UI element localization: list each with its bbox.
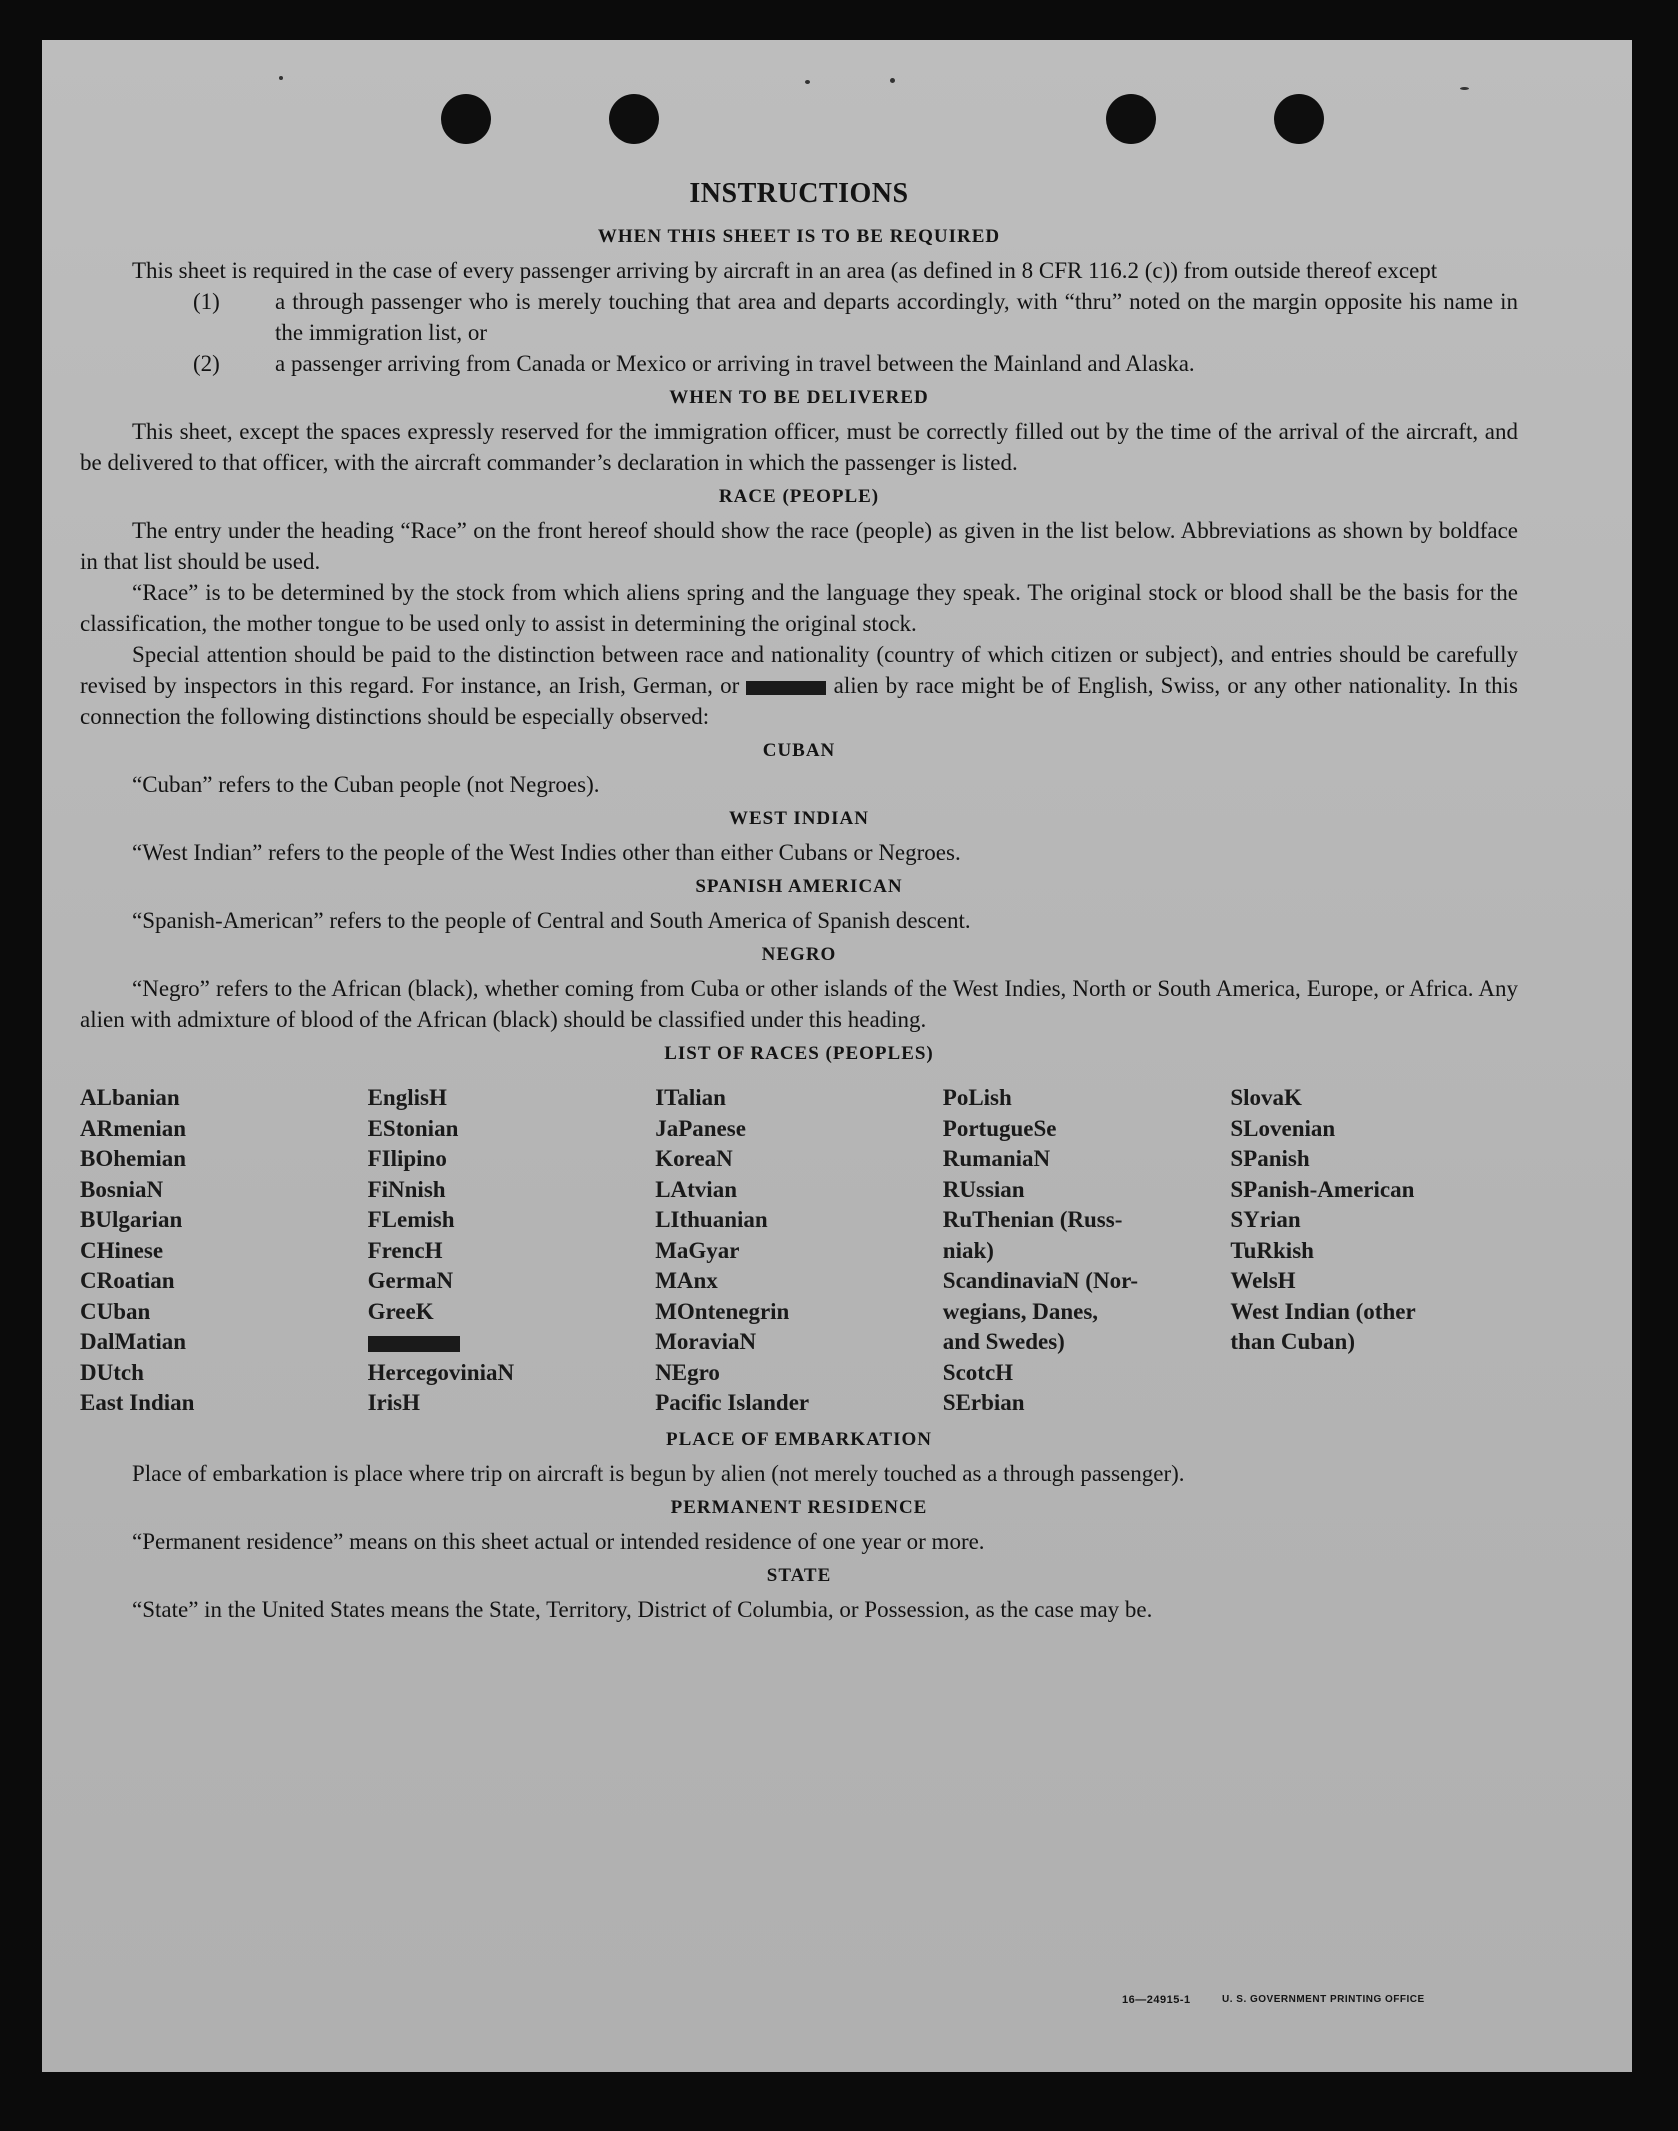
race-column xyxy=(1230,1083,1518,1419)
punch-hole xyxy=(1274,94,1324,144)
paragraph: “Cuban” refers to the Cuban people (not Negroes). xyxy=(132,772,600,797)
redacted-entry xyxy=(368,1327,656,1358)
paragraph: “Race” is to be determined by the stock from which aliens spring and the language they speak. The original stock or blood shall be the basis for the classification, the mother tongue to be used only to assist in determining the original stock. xyxy=(80,580,1518,636)
race-entry: ScandinaviaN (Nor- wegians, Danes, and Swedes) xyxy=(942,1268,1139,1354)
race-entry: ITalian xyxy=(655,1085,726,1110)
section-heading: PLACE OF EMBARKATION xyxy=(666,1428,932,1450)
race-entry: Pacific Islander xyxy=(655,1390,810,1415)
item-number: (1) xyxy=(193,289,220,314)
paragraph-text: alien by race might be of English, Swiss, or any other nationality. In this connection the following distinctions should be especially observed: xyxy=(80,673,1519,729)
speck xyxy=(890,78,895,83)
race-entry: BUlgarian xyxy=(80,1207,183,1232)
race-entry: FiNnish xyxy=(367,1176,446,1202)
punch-hole xyxy=(609,94,659,144)
race-entry: ARmenian xyxy=(80,1115,187,1141)
race-entry: EStonian xyxy=(367,1115,459,1141)
section-heading: RACE (PEOPLE) xyxy=(718,486,880,507)
redaction-mark xyxy=(746,681,826,695)
race-entry: JaPanese xyxy=(655,1115,746,1141)
punch-hole xyxy=(1106,94,1156,144)
paragraph: Place of embarkation is place where trip on aircraft is begun by alien (not merely touched as a through passenger). xyxy=(132,1460,1185,1486)
paragraph: “Negro” refers to the African (black), whether coming from Cuba or other islands of the West Indies, North or South America, Europe, or Africa. Any alien with admixture of blood of the African (black) should be classified under this heading. xyxy=(80,976,1518,1032)
section-heading: WEST INDIAN xyxy=(729,808,869,829)
race-entry: TuRkish xyxy=(1230,1237,1314,1263)
race-entry: FLemish xyxy=(367,1207,455,1232)
race-entry: SYrian xyxy=(1230,1207,1301,1232)
race-entry: HercegoviniaN xyxy=(367,1359,515,1385)
race-entry: WelsH xyxy=(1230,1268,1296,1293)
race-entry: ALbanian xyxy=(80,1085,180,1110)
race-entry: MoraviaN xyxy=(655,1329,757,1354)
race-entry: KoreaN xyxy=(655,1146,733,1171)
paragraph: This sheet, except the spaces expressly reserved for the immigration officer, must be correctly filled out by the time of the arrival of the aircraft, and be delivered to that officer, with the aircraft commander’s declaration in which the passenger is listed. xyxy=(80,419,1518,475)
section-heading: WHEN THIS SHEET IS TO BE REQUIRED xyxy=(597,226,1001,247)
paragraph-text: Special attention should be paid to the distinction between race and nationality (country of which citizen or subject), and entries should be carefully revised by inspectors in this regard. For instance, an Irish, German, or xyxy=(80,642,1518,698)
form-code: 16—24915-1 xyxy=(1122,1994,1191,2006)
redaction-mark xyxy=(368,1336,460,1352)
race-entry: SPanish-American xyxy=(1230,1176,1415,1202)
race-entry: GermaN xyxy=(367,1268,454,1293)
item-number: (2) xyxy=(193,351,220,376)
paragraph: “Spanish-American” refers to the people of Central and South America of Spanish descent. xyxy=(132,908,971,933)
race-entry: SErbian xyxy=(942,1390,1025,1415)
race-entry: PoLish xyxy=(942,1085,1012,1110)
page-title: INSTRUCTIONS xyxy=(689,178,909,209)
race-entry: MaGyar xyxy=(655,1237,740,1263)
document-sheet xyxy=(42,40,1632,2072)
paragraph: This sheet is required in the case of every passenger arriving by aircraft in an area (as defined in 8 CFR 116.2 (c)) from outside thereof except xyxy=(132,258,1438,283)
list-item xyxy=(193,286,1518,348)
race-entry: BOhemian xyxy=(80,1146,187,1171)
document-body xyxy=(80,178,1518,1625)
race-entry: RumaniaN xyxy=(942,1146,1051,1171)
race-entry: CRoatian xyxy=(80,1268,175,1293)
section-heading: NEGRO xyxy=(761,944,837,965)
race-entry: CHinese xyxy=(80,1237,164,1263)
paragraph xyxy=(80,639,1518,732)
race-entry: GreeK xyxy=(367,1298,434,1324)
section-heading: WHEN TO BE DELIVERED xyxy=(669,387,929,408)
race-entry: DUtch xyxy=(80,1359,144,1385)
race-entry: SPanish xyxy=(1230,1146,1310,1171)
race-entry: DalMatian xyxy=(80,1329,187,1354)
race-column xyxy=(80,1083,368,1419)
race-column xyxy=(368,1083,656,1419)
race-entry: West Indian (other than Cuban) xyxy=(1230,1298,1416,1354)
paragraph: “West Indian” refers to the people of the West Indies other than either Cubans or Negroes. xyxy=(132,840,961,865)
section-heading: PERMANENT RESIDENCE xyxy=(670,1496,928,1518)
race-entry: LAtvian xyxy=(655,1176,737,1202)
race-entry: East Indian xyxy=(80,1390,195,1415)
race-entry: FrencH xyxy=(367,1237,443,1263)
race-entry: IrisH xyxy=(367,1390,420,1415)
speck xyxy=(279,76,283,80)
race-entry: LIthuanian xyxy=(655,1207,768,1232)
race-entry: FIlipino xyxy=(367,1146,447,1171)
section-heading: CUBAN xyxy=(762,740,836,761)
race-entry: RUssian xyxy=(942,1176,1025,1202)
race-entry: MAnx xyxy=(655,1268,718,1293)
race-entry: CUban xyxy=(80,1298,151,1324)
race-entry: MOntenegrin xyxy=(655,1298,790,1324)
race-entry: BosniaN xyxy=(80,1176,164,1202)
race-entry: ScotcH xyxy=(942,1359,1014,1385)
race-entry: RuThenian (Russ- niak) xyxy=(942,1207,1123,1263)
race-column xyxy=(943,1083,1231,1419)
paragraph: The entry under the heading “Race” on the front hereof should show the race (people) as given in the list below. Abbreviations as shown by boldface in that list should be used. xyxy=(80,518,1518,574)
race-entry: PortugueSe xyxy=(942,1115,1057,1141)
race-column xyxy=(655,1083,943,1419)
item-text: a passenger arriving from Canada or Mexico or arriving in travel between the Mainland and Alaska. xyxy=(275,351,1195,376)
race-entry: NEgro xyxy=(655,1359,720,1385)
speck xyxy=(1460,87,1469,90)
speck xyxy=(805,80,810,84)
list-item xyxy=(193,348,1518,379)
punch-hole xyxy=(441,94,491,144)
race-list xyxy=(80,1083,1518,1419)
race-entry: SLovenian xyxy=(1230,1115,1336,1141)
section-heading: LIST OF RACES (PEOPLES) xyxy=(664,1043,934,1064)
item-text: a through passenger who is merely touching that area and departs accordingly, with “thru” noted on the margin opposite his name in the immigration list, or xyxy=(275,289,1518,345)
exception-list xyxy=(193,286,1518,379)
race-entry: EnglisH xyxy=(367,1085,447,1110)
race-entry: SlovaK xyxy=(1230,1085,1302,1110)
paragraph: “Permanent residence” means on this sheet actual or intended residence of one year or more. xyxy=(132,1528,985,1554)
section-heading: STATE xyxy=(766,1564,832,1586)
section-heading: SPANISH AMERICAN xyxy=(695,876,903,897)
paragraph: “State” in the United States means the State, Territory, District of Columbia, or Possession, as the case may be. xyxy=(132,1596,1153,1622)
printing-office: U. S. GOVERNMENT PRINTING OFFICE xyxy=(1222,1994,1425,2005)
